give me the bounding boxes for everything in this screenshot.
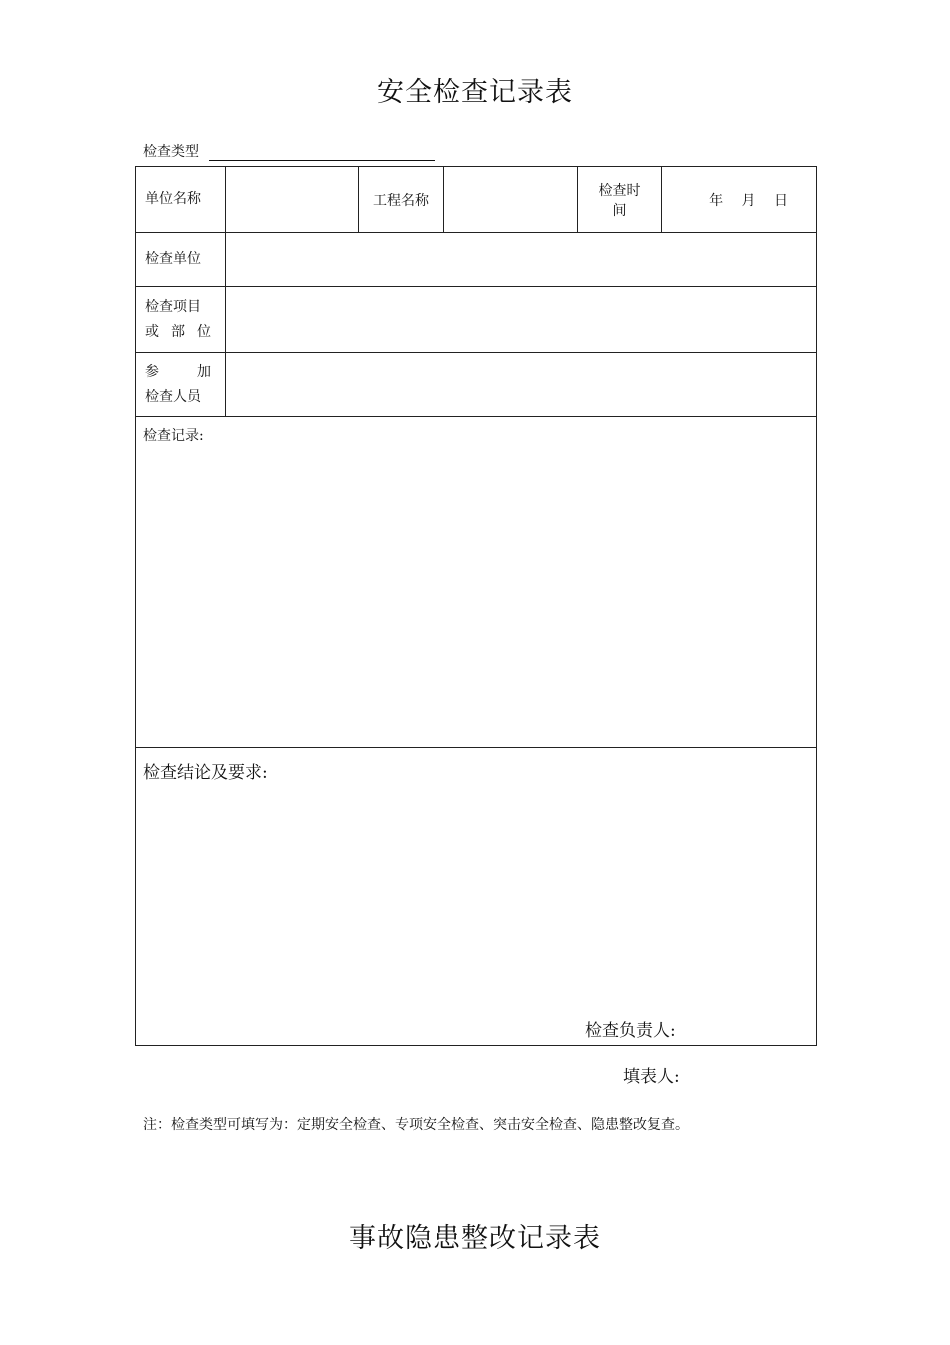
unit-name-label: 单位名称 xyxy=(136,167,226,233)
conclusion-area[interactable] xyxy=(136,748,817,1046)
inspection-record-label: 检查记录: xyxy=(143,428,204,444)
participants-label-line2: 检查人员 xyxy=(145,388,201,405)
inspection-item-field[interactable] xyxy=(226,287,817,353)
participants-label-line1 xyxy=(145,360,225,385)
inspection-record-table xyxy=(135,166,817,1046)
label-char: 部 xyxy=(171,323,185,340)
participants-field[interactable] xyxy=(226,353,817,417)
inspection-date-field[interactable] xyxy=(662,167,817,233)
month-label: 月 xyxy=(741,192,756,209)
label-char: 加 xyxy=(197,363,211,380)
project-name-label: 工程名称 xyxy=(359,167,444,233)
inspection-time-label-line1: 检查时 xyxy=(598,182,641,199)
table-row xyxy=(136,287,817,353)
year-label: 年 xyxy=(709,192,724,209)
form-filler-label: 填表人: xyxy=(623,1067,680,1087)
inspection-item-label xyxy=(136,287,226,353)
table-row xyxy=(136,748,817,1046)
conclusion-label: 检查结论及要求: xyxy=(143,763,268,783)
inspection-item-label-line1: 检查项目 xyxy=(145,298,201,315)
table-row xyxy=(136,353,817,417)
responsible-person-label: 检查负责人: xyxy=(585,1021,676,1041)
inspection-type-row xyxy=(143,141,435,161)
unit-name-field[interactable] xyxy=(226,167,359,233)
label-char: 位 xyxy=(197,323,211,340)
second-form-title: 事故隐患整改记录表 xyxy=(349,1223,601,1254)
inspection-record-area[interactable] xyxy=(136,417,817,748)
day-label: 日 xyxy=(774,192,788,209)
inspection-time-label-line2: 间 xyxy=(612,202,627,219)
inspection-item-label-line2 xyxy=(145,320,225,345)
footnote: 注：检查类型可填写为：定期安全检查、专项安全检查、突击安全检查、隐患整改复查。 xyxy=(143,1117,689,1133)
participants-label xyxy=(136,353,226,417)
inspect-unit-label: 检查单位 xyxy=(136,233,226,287)
inspection-type-label: 检查类型 xyxy=(143,144,199,160)
inspect-unit-field[interactable] xyxy=(226,233,817,287)
inspection-time-label xyxy=(578,167,662,233)
inspection-type-field[interactable] xyxy=(209,142,435,161)
label-char: 参 xyxy=(145,363,159,380)
table-row xyxy=(136,233,817,287)
project-name-field[interactable] xyxy=(444,167,578,233)
table-row xyxy=(136,417,817,748)
table-row xyxy=(136,167,817,233)
page-title: 安全检查记录表 xyxy=(377,77,573,108)
label-char: 或 xyxy=(145,323,159,340)
